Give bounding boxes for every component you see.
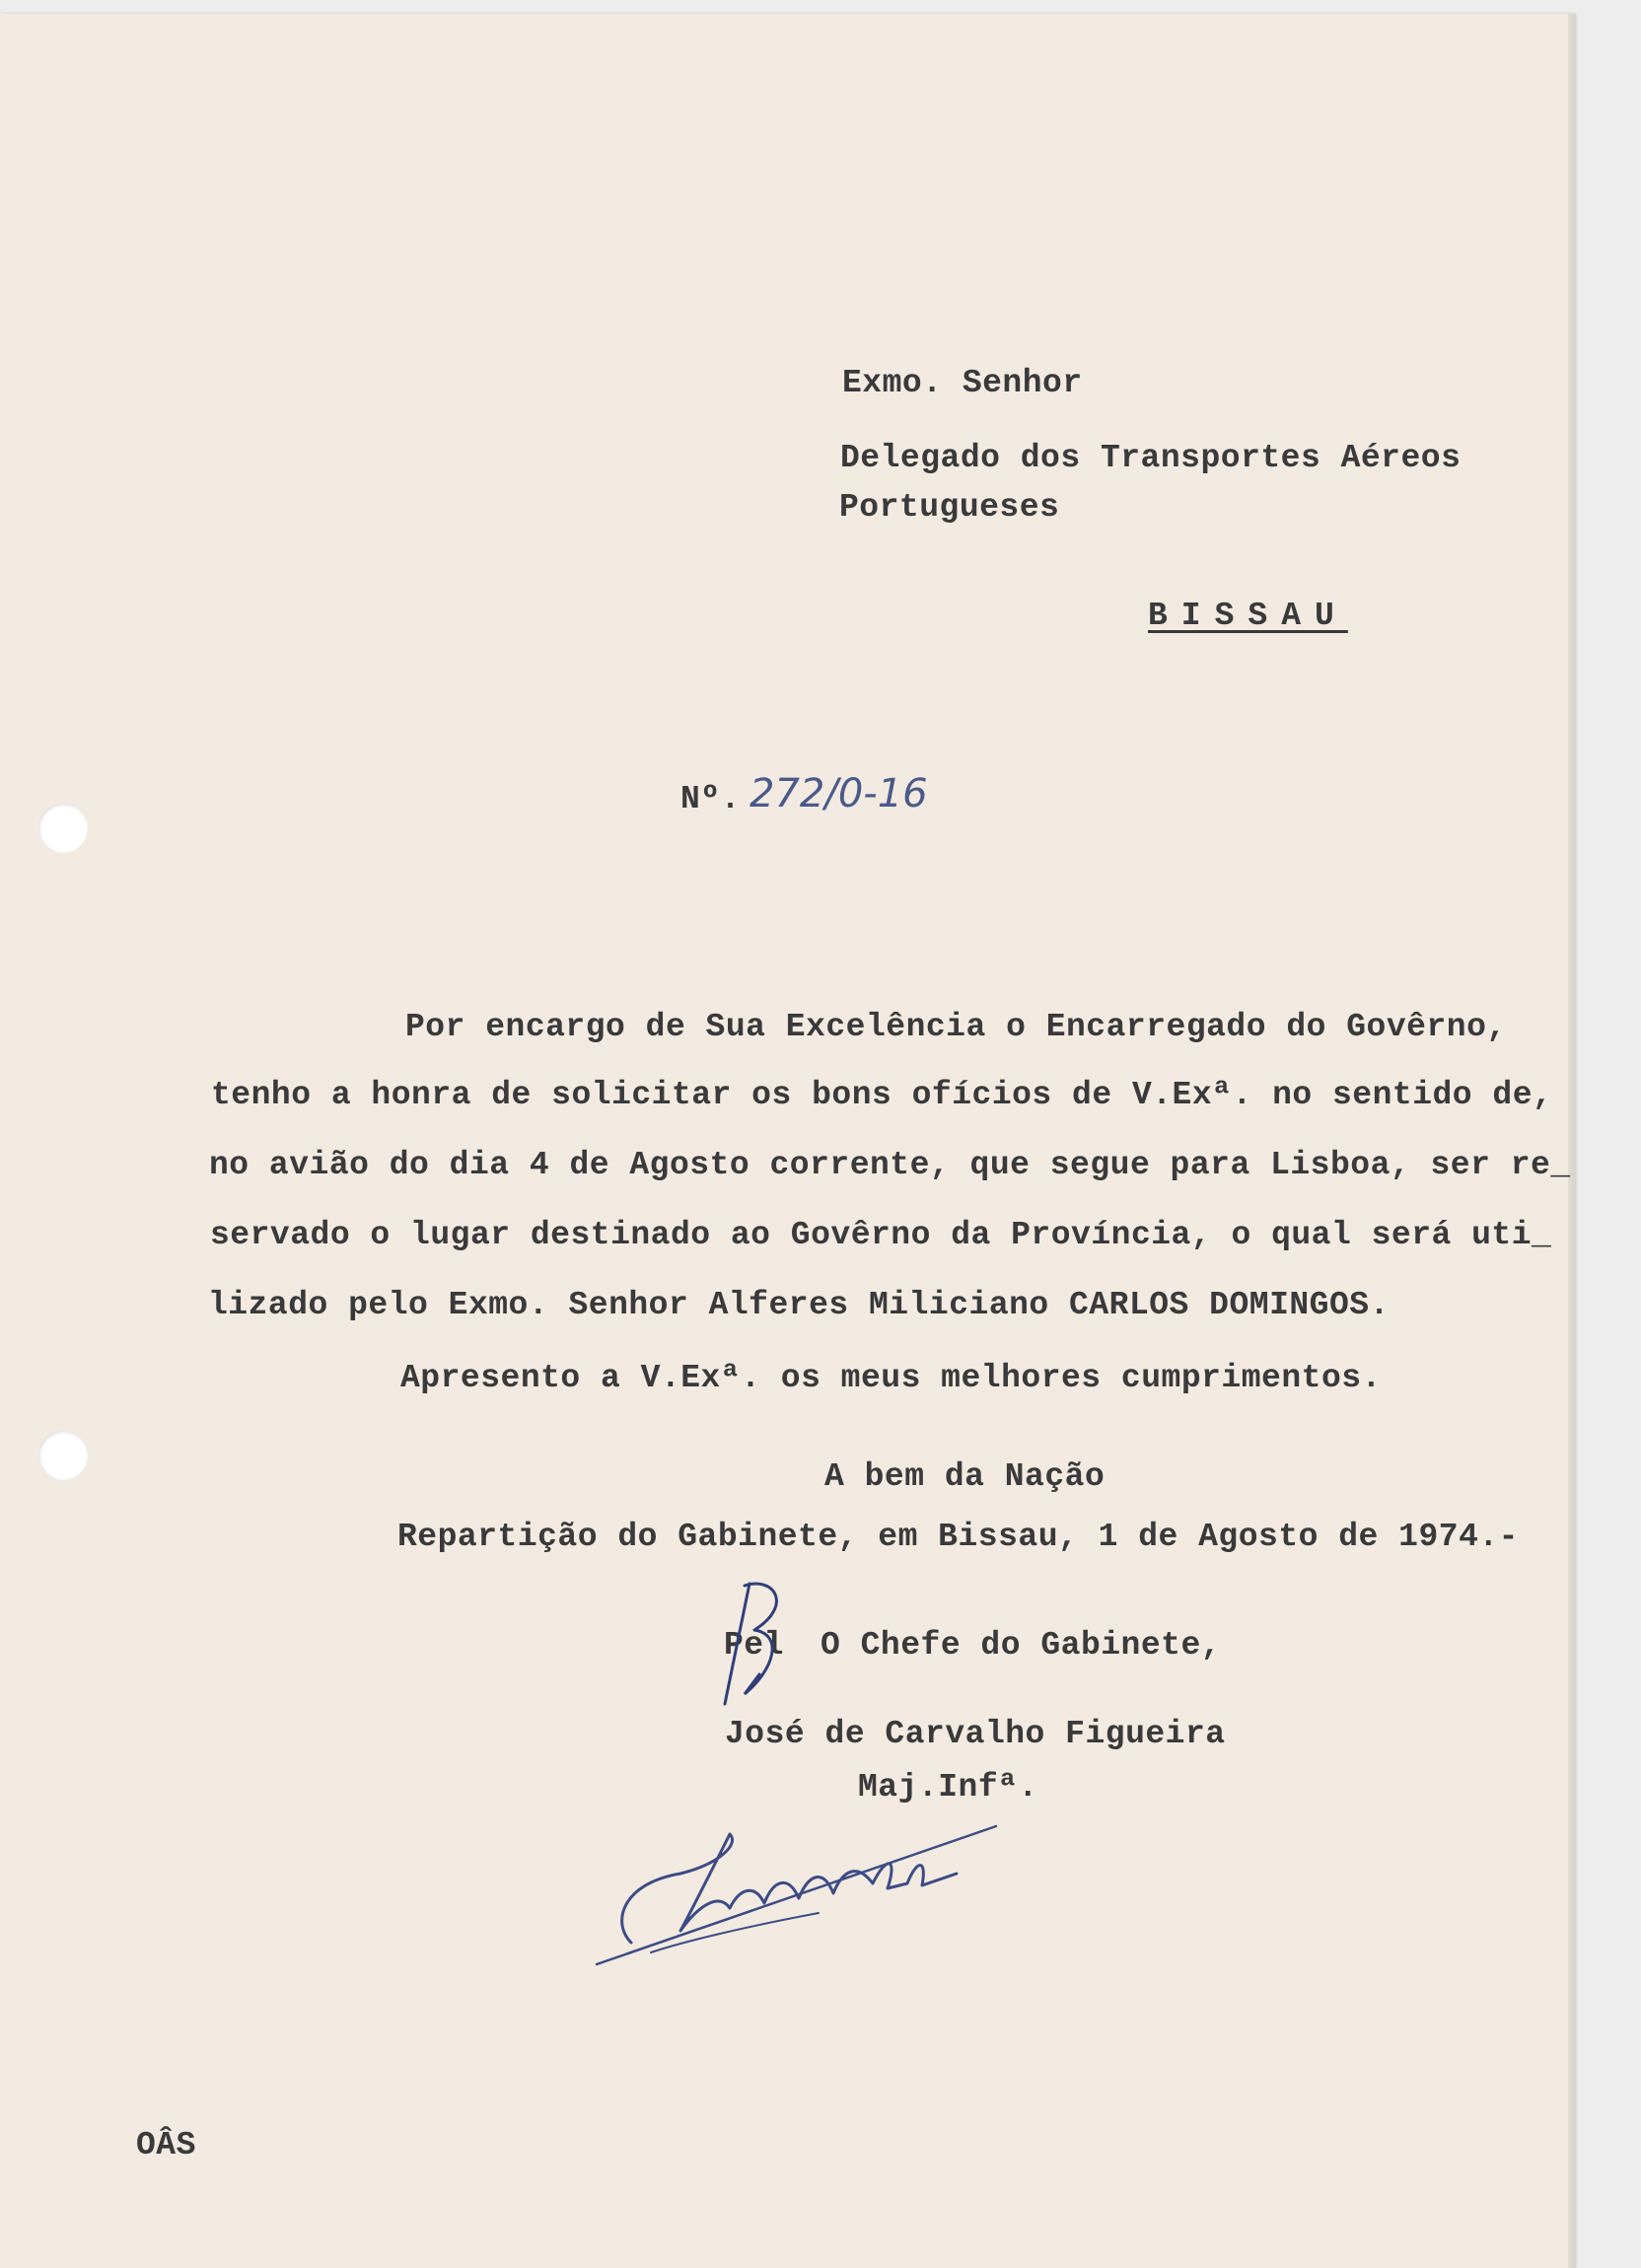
- signatory-name: José de Carvalho Figueira: [725, 1716, 1226, 1752]
- signatory-role: O Chefe do Gabinete,: [820, 1627, 1222, 1664]
- salutation: Exmo. Senhor: [842, 365, 1083, 401]
- motto: A bem da Nação: [824, 1458, 1106, 1495]
- reference-number-handwritten: 272/0-16: [749, 771, 928, 816]
- body-line-3: no avião do dia 4 de Agosto corrente, que segue para Lisboa, ser re_: [209, 1147, 1571, 1183]
- punch-hole-top: [38, 804, 88, 853]
- addressee-line-2: Portugueses: [839, 489, 1060, 526]
- addressee-city: BISSAU: [1148, 598, 1348, 634]
- punch-hole-bottom: [38, 1431, 88, 1480]
- pel-initial-mark: [715, 1576, 804, 1714]
- signatory-rank: Maj.Infª.: [858, 1769, 1038, 1806]
- footer-initials: OÂS: [136, 2127, 196, 2163]
- handwritten-signature: [592, 1814, 1006, 1972]
- closing-line: Apresento a V.Exª. os meus melhores cumprimentos.: [400, 1360, 1382, 1396]
- place-date: Repartição do Gabinete, em Bissau, 1 de Agosto de 1974.-: [397, 1519, 1519, 1555]
- reference-prefix: Nº.: [680, 781, 741, 817]
- body-line-2: tenho a honra de solicitar os bons ofícios de V.Exª. no sentido de,: [211, 1077, 1553, 1113]
- body-line-1: Por encargo de Sua Excelência o Encarregado do Govêrno,: [405, 1009, 1507, 1045]
- body-line-4: servado o lugar destinado ao Govêrno da Província, o qual será uti_: [210, 1217, 1552, 1253]
- body-line-5: lizado pelo Exmo. Senhor Alferes Miliciano CARLOS DOMINGOS.: [208, 1287, 1390, 1323]
- addressee-line-1: Delegado dos Transportes Aéreos: [840, 440, 1462, 476]
- pel-abbreviation: Pel: [724, 1627, 784, 1664]
- page-edge: [1568, 14, 1576, 2268]
